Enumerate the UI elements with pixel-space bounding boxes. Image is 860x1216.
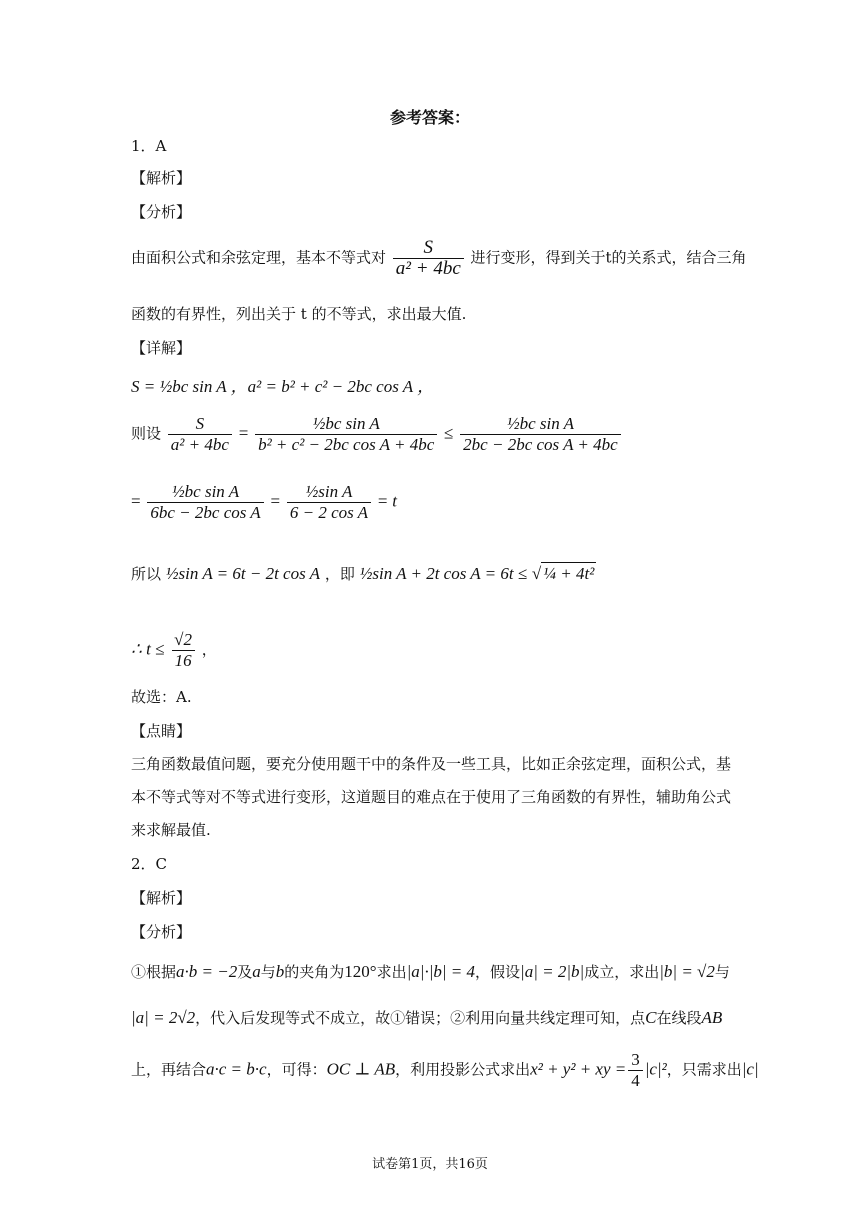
q2-analysis-line3 — [131, 1050, 759, 1091]
eq3-tail: t — [392, 491, 397, 511]
eq2-fraction-2 — [255, 414, 437, 455]
q1-comment-line1: 三角函数最值问题，要充分使用题干中的条件及一些工具，比如正余弦定理，面积公式，基 — [131, 755, 732, 773]
eq3-fraction-1 — [147, 482, 263, 523]
eq4-part-b: ½sin A + 2t cos A = 6t ≤ — [359, 564, 528, 583]
fraction-numerator: ½bc sin A — [171, 482, 240, 501]
q1-heading-fenxi: 【分析】 — [131, 203, 192, 221]
therefore-t-leq: ∴ t ≤ — [131, 639, 165, 659]
eq3-fraction-2 — [287, 482, 371, 523]
math-segment: a·b = −2 — [176, 962, 238, 981]
q1-analysis-fraction — [393, 238, 464, 279]
equals-sign: = — [238, 423, 249, 443]
fraction-denominator: 4 — [628, 1070, 643, 1091]
fraction-numerator: ½bc sin A — [312, 414, 380, 433]
q1-comment-line3: 来求解最值. — [131, 821, 211, 839]
eq2-prefix: 则设 — [131, 424, 162, 443]
eq5-fraction — [171, 630, 195, 671]
math-segment: x² + y² + xy = — [530, 1059, 627, 1079]
fraction-denominator: a² + 4bc — [393, 258, 464, 279]
equals-sign: = — [131, 491, 141, 511]
eq4-prefix: 所以 — [131, 565, 162, 583]
math-segment: 120° — [344, 962, 377, 981]
q2-heading-fenxi: 【分析】 — [131, 923, 192, 941]
math-segment: |a|·|b| = 4 — [406, 962, 476, 981]
fraction-numerator: ½sin A — [305, 482, 353, 501]
math-segment: |c| — [741, 1059, 759, 1079]
q1-equation-4 — [131, 562, 596, 585]
math-segment: AB — [701, 1008, 723, 1027]
comma: ， — [201, 640, 217, 659]
eq2-fraction-3 — [460, 414, 621, 455]
text-segment: 与 — [714, 963, 730, 981]
q1-equation-3 — [131, 482, 397, 523]
line3-fraction — [628, 1050, 643, 1091]
text-segment: 上，再结合 — [131, 1060, 207, 1079]
q1-equation-2 — [131, 414, 623, 455]
q2-analysis-line2 — [131, 1007, 722, 1029]
text-segment: ，可得： — [266, 1060, 327, 1079]
fraction-numerator: S — [195, 414, 205, 433]
q1-number: 1．A — [131, 137, 167, 155]
fraction-denominator: b² + c² − 2bc cos A + 4bc — [255, 434, 437, 455]
fraction-denominator: 2bc − 2bc cos A + 4bc — [460, 434, 621, 455]
text-segment: ，假设 — [475, 963, 521, 981]
math-segment: |c|² — [644, 1059, 667, 1079]
q1-heading-jiexi: 【解析】 — [131, 169, 192, 187]
q1-heading-xiangjie: 【详解】 — [131, 339, 192, 357]
fraction-numerator: S — [423, 237, 434, 258]
q2-analysis-line1 — [131, 961, 730, 983]
text-segment: 在线段 — [656, 1009, 702, 1027]
fraction-numerator: ½bc sin A — [506, 414, 575, 433]
q2-number: 2．C — [131, 855, 168, 873]
q1-equation-5 — [131, 630, 217, 671]
q2-heading-jiexi: 【解析】 — [131, 889, 192, 907]
math-segment: b — [275, 962, 285, 981]
equals-sign: = — [270, 491, 281, 511]
math-segment: |a| = 2√2 — [131, 1008, 196, 1027]
fraction-numerator: √2 — [174, 630, 192, 649]
text-segment: ①根据 — [131, 963, 177, 981]
math-segment: C — [645, 1008, 657, 1027]
q1-analysis-line2: 函数的有界性，列出关于 t 的不等式，求出最大值. — [131, 305, 467, 323]
math-segment: |b| = √2 — [659, 962, 715, 981]
page-title: 参考答案： — [389, 108, 470, 127]
q1-analysis-text-a: 由面积公式和余弦定理，基本不等式对 — [131, 248, 387, 267]
text-segment: 求出 — [376, 963, 407, 981]
eq4-mid: ，即 — [324, 565, 355, 583]
eq4-part-a: ½sin A = 6t − 2t cos A — [165, 564, 321, 583]
math-segment: a — [252, 962, 261, 981]
leq-sign: ≤ — [444, 423, 454, 443]
text-segment: 成立，求出 — [584, 963, 660, 981]
q1-equation-1: S = ½bc sin A ，a² = b² + c² − 2bc cos A ， — [131, 377, 435, 396]
math-segment: a·c = b·c — [206, 1059, 267, 1079]
sqrt-symbol: √ — [531, 564, 542, 583]
text-segment: 的夹角为 — [284, 963, 345, 981]
text-segment: ，代入后发现等式不成立，故①错误；②利用向量共线定理可知，点 — [195, 1009, 646, 1027]
eq2-fraction-1 — [168, 414, 232, 455]
fraction-denominator: a² + 4bc — [168, 434, 232, 455]
math-segment: |a| = 2|b| — [520, 962, 585, 981]
math-segment: OC ⊥ AB — [326, 1059, 396, 1079]
text-segment: ，只需求出 — [666, 1060, 742, 1079]
q1-analysis-text-b: 进行变形，得到关于t的关系式，结合三角 — [470, 248, 747, 267]
fraction-denominator: 6bc − 2bc cos A — [147, 502, 263, 523]
text-segment: 与 — [260, 963, 276, 981]
text-segment: ，利用投影公式求出 — [395, 1060, 531, 1079]
equals-sign: = — [377, 491, 388, 511]
q1-answer: 故选：A. — [131, 688, 192, 706]
page-footer: 试卷第1页，共16页 — [372, 1157, 488, 1172]
fraction-denominator: 16 — [172, 650, 195, 671]
fraction-denominator: 6 − 2 cos A — [287, 502, 371, 523]
eq4-sqrt-content: ¼ + 4t² — [543, 564, 595, 583]
q1-comment-line2: 本不等式等对不等式进行变形，这道题目的难点在于使用了三角函数的有界性，辅助角公式 — [131, 788, 732, 806]
text-segment: 及 — [237, 963, 253, 981]
q1-heading-dianjing: 【点睛】 — [131, 722, 192, 740]
fraction-numerator: 3 — [631, 1050, 640, 1069]
q1-analysis-line1 — [131, 238, 747, 279]
